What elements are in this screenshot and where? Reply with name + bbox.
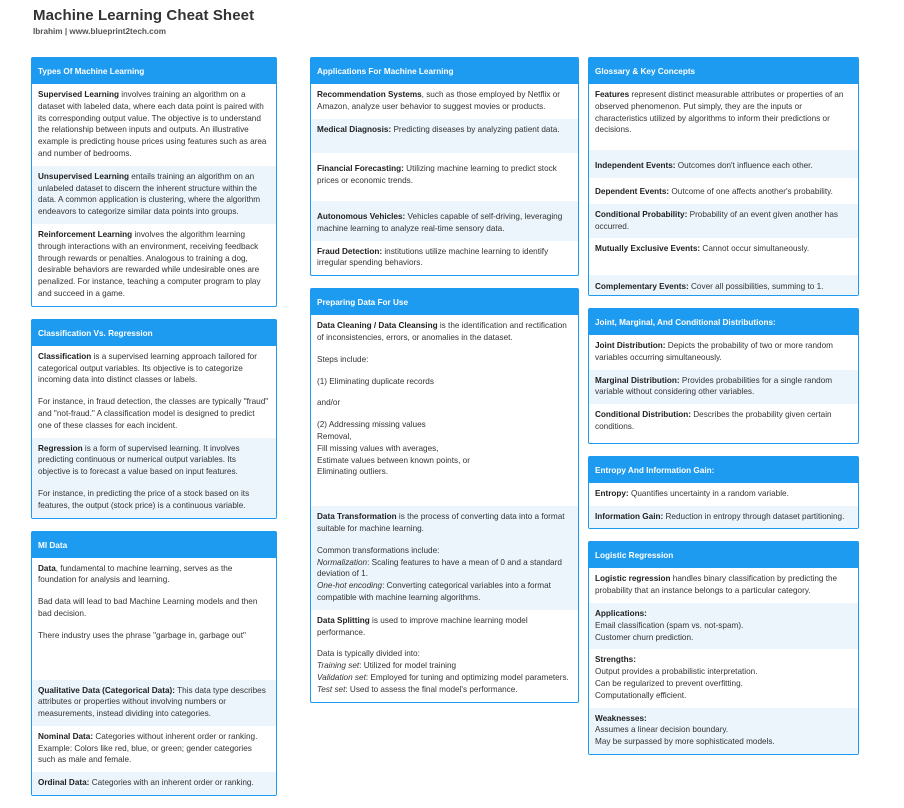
text: Outcomes don't influence each other. <box>675 161 813 171</box>
card-title: Joint, Marginal, And Conditional Distributions: <box>589 309 858 335</box>
text: : Utilized for model training <box>359 661 457 671</box>
term: Information Gain: <box>595 511 664 521</box>
heading: Weaknesses: <box>595 713 647 723</box>
column-3 <box>588 57 859 767</box>
text: entails training an algorithm on an unlabeled dataset to discern the inherent structure within the data. A common application is clustering, where the algorithm endeavors to categorize similar data points into groups. <box>38 171 261 217</box>
text: Assumes a linear decision boundary. <box>595 725 729 735</box>
text: is a form of supervised learning. It involves predicting continuous or numerical output variables. Its objective is to forecast a value based on input features. <box>38 443 240 477</box>
text: , such as those employed by Netflix or Amazon, analyze user behavior to suggest movies or products. <box>317 90 561 111</box>
term: Data Transformation <box>317 512 397 522</box>
text: : Employed for tuning and optimizing model parameters. <box>365 672 569 682</box>
example: For instance, in predicting the price of a stock based on its features, the output (stock price) is a continuous variable. <box>38 488 250 510</box>
section-logistic-def <box>589 568 858 603</box>
section-independent <box>589 150 858 178</box>
section-mutually-exclusive <box>589 238 858 275</box>
section-dependent <box>589 178 858 204</box>
card-logistic <box>588 541 859 755</box>
card-title: Glossary & Key Concepts <box>589 58 858 84</box>
text: involves training an algorithm on a dataset with labeled data, where each data point is paired with its corresponding output value. The objective is to understand the relationship between inputs and outputs. An illustrative example is predicting house prices using features such as area and number of bedrooms. <box>38 90 267 158</box>
text: Customer churn prediction. <box>595 632 694 642</box>
card-applications <box>310 57 579 276</box>
page-subtitle: Ibrahim | www.blueprint2tech.com <box>33 27 167 36</box>
text: : Scaling features to have a mean of 0 and a standard deviation of 1. <box>317 557 562 579</box>
term: Features <box>595 90 630 99</box>
section-transformation <box>311 506 578 610</box>
term: Classification <box>38 351 92 361</box>
text: : Used to assess the final model's performance. <box>345 684 518 694</box>
text: Data is typically divided into: <box>317 649 420 659</box>
section-conditional-dist <box>589 404 858 443</box>
text: Eliminating outliers. <box>317 467 388 477</box>
section-applications <box>589 603 858 649</box>
term: Qualitative Data (Categorical Data): <box>38 685 175 695</box>
text: is the process of converting data into a format suitable for machine learning. <box>317 512 565 533</box>
section-supervised <box>32 84 276 166</box>
text: (1) Eliminating duplicate records <box>317 376 434 386</box>
section-classification <box>32 346 276 438</box>
card-mldata <box>31 531 277 797</box>
text: May be surpassed by more sophisticated models. <box>595 737 775 747</box>
section-reinforcement <box>32 224 276 306</box>
term: Data Cleaning / Data Cleansing <box>317 321 438 331</box>
term: Data <box>38 563 56 573</box>
section-medical <box>311 119 578 154</box>
section-info-gain <box>589 506 858 529</box>
term: Recommendation Systems <box>317 90 422 99</box>
column-1 <box>31 57 277 808</box>
text: Can be regularized to prevent overfitting. <box>595 678 743 688</box>
text: institutions utilize machine learning to identify irregular spending behaviors. <box>317 246 549 268</box>
card-distributions <box>588 308 859 444</box>
section-cleaning <box>311 315 578 506</box>
heading: Applications: <box>595 608 647 618</box>
text: (2) Addressing missing values <box>317 420 426 430</box>
term: Data Splitting <box>317 615 370 625</box>
section-strengths <box>589 649 858 707</box>
text: is the identification and rectification of inconsistencies, errors, or anomalies in the dataset. <box>317 321 567 342</box>
term: Regression <box>38 443 83 453</box>
section-weaknesses <box>589 708 858 754</box>
term: One-hot encoding <box>317 581 383 591</box>
term: Reinforcement Learning <box>38 229 133 239</box>
text: Bad data will lead to bad Machine Learning models and then bad decision. <box>38 597 258 618</box>
section-ordinal <box>32 772 276 795</box>
card-title: Preparing Data For Use <box>311 289 578 315</box>
text: Common transformations include: <box>317 545 440 555</box>
card-entropy <box>588 456 859 530</box>
section-data <box>32 558 276 680</box>
term: Conditional Probability: <box>595 209 688 219</box>
term: Conditional Distribution: <box>595 410 691 420</box>
text: Fill missing values with averages, <box>317 443 439 453</box>
section-autonomous <box>311 201 578 241</box>
text: Vehicles capable of self-driving, leveraging machine learning to analyze real-time sensory data. <box>317 211 563 233</box>
term: Entropy: <box>595 488 629 498</box>
section-features <box>589 84 858 150</box>
text: involves the algorithm learning through interactions with an environment, receiving feedback through rewards or penalties. Analogous to training a dog, desirable behaviors are rewarded while undesirable ones are penalized. For instance, teaching a computer program to play and succeed in a game. <box>38 229 261 298</box>
term: Test set <box>317 684 346 694</box>
section-qualitative <box>32 680 276 726</box>
section-fraud <box>311 241 578 276</box>
section-marginal <box>589 370 858 405</box>
text: Depicts the probability of two or more random variables occurring simultaneously. <box>595 340 833 362</box>
term: Unsupervised Learning <box>38 171 129 181</box>
section-financial <box>311 153 578 201</box>
text: Provides probabilities for a single random variable without considering other variables. <box>595 375 833 397</box>
card-title: Classification Vs. Regression <box>32 320 276 346</box>
section-recommendation <box>311 84 578 119</box>
text: Cannot occur simultaneously. <box>700 244 810 254</box>
term: Marginal Distribution: <box>595 375 680 385</box>
example: For instance, in fraud detection, the classes are typically "fraud" and "not-fraud." A classification model is designed to predict one of these classes for each incident. <box>38 397 269 430</box>
term: Complementary Events: <box>595 282 689 292</box>
text: represent distinct measurable attributes or properties of an observed phenomenon. Put simply, they are the inputs or characteristics utilized by algorithms to inform their predictions or decisions. <box>595 90 844 135</box>
card-title: Ml Data <box>32 532 276 558</box>
text: Removal, <box>317 431 352 441</box>
text: Computationally efficient. <box>595 690 687 700</box>
section-splitting <box>311 610 578 702</box>
term: Autonomous Vehicles: <box>317 211 406 221</box>
text: Describes the probability given certain conditions. <box>595 410 832 431</box>
section-nominal <box>32 726 276 772</box>
card-title: Logistic Regression <box>589 542 858 568</box>
text: Categories with an inherent order or ranking. <box>89 778 254 788</box>
card-title: Entropy And Information Gain: <box>589 457 858 483</box>
term: Ordinal Data: <box>38 778 90 788</box>
card-classreg <box>31 319 277 519</box>
term: Financial Forecasting: <box>317 164 404 174</box>
text: Quantifies uncertainty in a random variable. <box>628 488 789 498</box>
text: There industry uses the phrase "garbage in, garbage out" <box>38 630 246 640</box>
text: and/or <box>317 398 341 408</box>
section-regression <box>32 438 276 518</box>
section-unsupervised <box>32 166 276 224</box>
text: Output provides a probabilistic interpretation. <box>595 667 758 677</box>
term: Logistic regression <box>595 574 671 584</box>
text: Outcome of one affects another's probability. <box>669 186 833 196</box>
text: Probability of an event given another has occurred. <box>595 209 839 231</box>
text: Cover all possibilities, summing to 1. <box>688 282 824 292</box>
page-title: Machine Learning Cheat Sheet <box>33 7 255 24</box>
term: Joint Distribution: <box>595 340 666 350</box>
term: Independent Events: <box>595 161 676 171</box>
card-title: Types Of Machine Learning <box>32 58 276 84</box>
text: Utilizing machine learning to predict stock prices or economic trends. <box>317 164 557 186</box>
card-title: Applications For Machine Learning <box>311 58 578 84</box>
term: Medical Diagnosis: <box>317 124 392 134</box>
text: Categories without inherent order or ranking. Example: Colors like red, blue, or green; gender categories such as male and female. <box>38 731 258 765</box>
section-conditional <box>589 204 858 239</box>
text: is used to improve machine learning model performance. <box>317 615 528 637</box>
text: handles binary classification by predicting the probability that an instance belongs to a particular category. <box>595 574 838 596</box>
card-glossary <box>588 57 859 296</box>
term: Normalization <box>317 557 368 567</box>
column-2 <box>310 57 579 715</box>
text: Estimate values between known points, or <box>317 455 470 465</box>
text: Predicting diseases by analyzing patient data. <box>391 124 560 134</box>
text: , fundamental to machine learning, serves as the foundation for analysis and learning. <box>38 563 233 585</box>
term: Fraud Detection: <box>317 246 383 256</box>
term: Nominal Data: <box>38 731 94 741</box>
section-entropy <box>589 483 858 506</box>
text: Steps include: <box>317 354 369 364</box>
term: Dependent Events: <box>595 186 670 196</box>
heading: Strengths: <box>595 655 636 665</box>
text: Reduction in entropy through dataset partitioning. <box>663 511 845 521</box>
term: Validation set <box>317 672 366 682</box>
card-types <box>31 57 277 307</box>
text: is a supervised learning approach tailored for categorical output variables. Its objective is to categorize incoming data into distinct classes or labels. <box>38 351 257 385</box>
text: : Converting categorical variables into a format compatible with machine learning algorithms. <box>317 581 551 602</box>
text: This data type describes attributes or properties without involving numbers or measurements, instead dividing into categories. <box>38 685 266 719</box>
text: Email classification (spam vs. not-spam). <box>595 620 744 630</box>
page-header <box>33 7 254 36</box>
section-complementary <box>589 275 858 295</box>
card-prep <box>310 288 579 702</box>
term: Mutually Exclusive Events: <box>595 244 701 254</box>
term: Supervised Learning <box>38 90 119 99</box>
term: Training set <box>317 661 360 671</box>
section-joint <box>589 335 858 370</box>
